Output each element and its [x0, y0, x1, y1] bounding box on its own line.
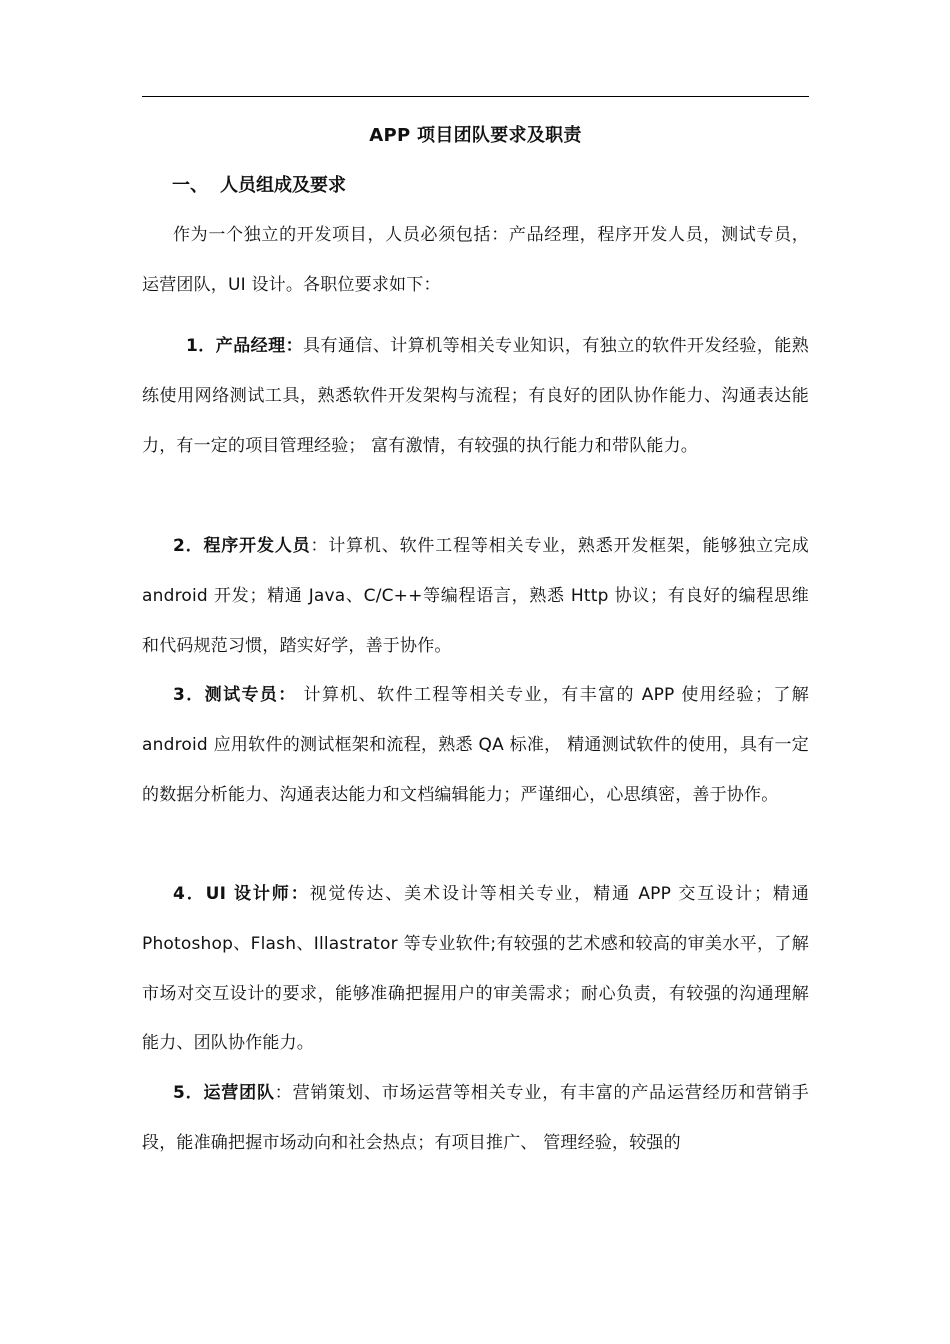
role-paragraph-operations [142, 1069, 809, 1169]
intro-paragraph: 作为一个独立的开发项目，人员必须包括：产品经理，程序开发人员，测试专员，运营团队，UI 设计。各职位要求如下： [142, 225, 809, 295]
section-heading [172, 174, 346, 198]
role-label: 1．产品经理： [186, 336, 304, 356]
role-paragraph-product-manager [142, 322, 809, 471]
role-text: ：计算机、软件工程等相关专业，熟悉开发框架，能够独立完成 android 开发；精通 Java、C/C++等编程语言，熟悉 Http 协议；有良好的编程思维和代码规范习惯，踏实好学，善于协作。 [142, 536, 809, 656]
role-text: ：营销策划、市场运营等相关专业，有丰富的产品运营经历和营销手段，能准确把握市场动向和社会热点；有项目推广、 管理经验，较强的 [142, 1083, 809, 1153]
document-title: APP 项目团队要求及职责 [369, 125, 582, 146]
role-label: 3．测试专员： [173, 685, 297, 705]
role-text: 视觉传达、美术设计等相关专业，精通 APP 交互设计；精通 Photoshop、Flash、Illastrator 等专业软件;有较强的艺术感和较高的审美水平，了解市场对交互设计的要求，能够准确把握用户的审美需求；耐心负责，有较强的沟通理解能力、团队协作能力。 [142, 884, 809, 1054]
role-label: 5．运营团队 [173, 1083, 275, 1103]
role-text: 具有通信、计算机等相关专业知识，有独立的软件开发经验，能熟练使用网络测试工具，熟悉软件开发架构与流程；有良好的团队协作能力、沟通表达能力，有一定的项目管理经验； 富有激情，有较强的执行能力和带队能力。 [142, 336, 809, 456]
role-paragraph-developer [142, 522, 809, 671]
role-label: 2．程序开发人员 [173, 536, 311, 556]
role-text: 计算机、软件工程等相关专业，有丰富的 APP 使用经验；了解 android 应用软件的测试框架和流程，熟悉 QA 标准， 精通测试软件的使用，具有一定的数据分析能力、沟通表达能力和文档编辑能力；严谨细心，心思缜密，善于协作。 [142, 685, 809, 805]
role-paragraph-ui-designer [142, 870, 809, 1069]
role-label: 4．UI 设计师： [173, 884, 310, 904]
section-number: 一、 [172, 175, 208, 196]
role-paragraph-tester [142, 671, 809, 820]
header-rule [142, 96, 809, 97]
section-heading-text: 人员组成及要求 [220, 175, 346, 196]
